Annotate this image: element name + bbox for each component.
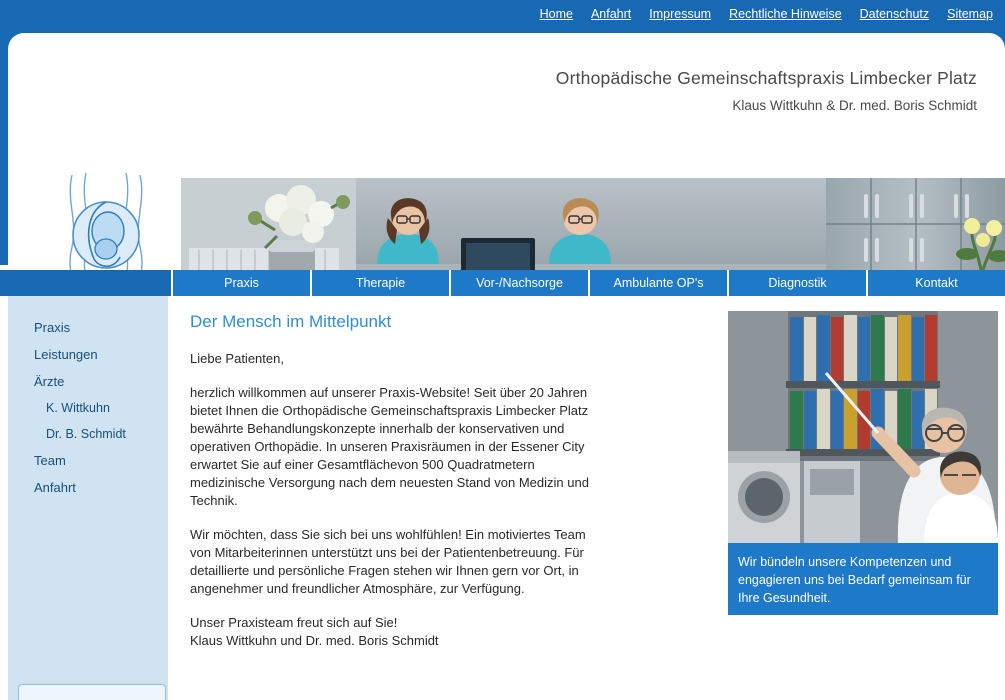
topnav-datenschutz[interactable]: Datenschutz — [859, 7, 930, 21]
main-column — [190, 312, 590, 650]
top-navigation — [540, 7, 993, 21]
nav-item-ambulante-ops[interactable]: Ambulante OP's — [590, 270, 729, 296]
nav-spacer — [0, 270, 173, 296]
topnav-home[interactable]: Home — [539, 7, 573, 21]
nav-item-therapie[interactable]: Therapie — [312, 270, 451, 296]
sidebar-item-aerzte[interactable]: Ärzte — [34, 374, 65, 389]
sidebar-item-team[interactable]: Team — [34, 453, 66, 468]
header-band — [0, 33, 1005, 265]
header-panel — [8, 33, 1005, 265]
salutation-text: Liebe Patienten, — [190, 351, 284, 366]
topnav-anfahrt[interactable]: Anfahrt — [590, 7, 632, 21]
sidebar-item-k-wittkuhn[interactable]: K. Wittkuhn — [46, 401, 110, 415]
closing-line-1: Unser Praxisteam freut sich auf Sie! — [190, 615, 398, 630]
topnav-rechtliche-hinweise[interactable]: Rechtliche Hinweise — [729, 7, 842, 21]
content-area — [0, 296, 1005, 700]
sidebar-item-praxis[interactable]: Praxis — [34, 320, 71, 335]
page-title: Orthopädische Gemeinschaftspraxis Limbecker Platz — [555, 68, 977, 88]
nav-item-kontakt[interactable]: Kontakt — [868, 270, 1005, 296]
photo-caption: Wir bündeln unsere Kompetenzen und engagieren uns bei Bedarf gemeinsam für Ihre Gesundheit. — [728, 543, 998, 615]
sidebar-item-dr-b-schmidt[interactable]: Dr. B. Schmidt — [46, 427, 126, 441]
doctors-photo — [728, 311, 998, 543]
sidebar-bottom-panel — [18, 684, 166, 700]
content-heading: Der Mensch im Mittelpunkt — [190, 312, 392, 331]
page-subtitle: Klaus Wittkuhn & Dr. med. Boris Schmidt — [732, 98, 977, 113]
main-navigation — [0, 270, 1005, 296]
welcome-paragraph: herzlich willkommen auf unserer Praxis-Website! Seit über 20 Jahren bietet Ihnen die Orthopädische Gemeinschaftspraxis Limbecker Platz bewährte Behandlungskonzepte innerhalb der konservativen und operativen Orthopädie. In unseren Praxisräumen in der Essener City erwartet Sie auf einer Gesamtflächevon 500 Quadratmetern medizinische Versorgung nach dem neuesten Stand von Medizin und Technik. — [190, 385, 589, 508]
top-bar — [0, 0, 1005, 33]
closing-line-2: Klaus Wittkuhn und Dr. med. Boris Schmidt — [190, 633, 439, 648]
nav-item-praxis[interactable]: Praxis — [173, 270, 312, 296]
sidebar-item-anfahrt[interactable]: Anfahrt — [34, 480, 76, 495]
site-title-block — [556, 68, 977, 113]
sidebar-item-leistungen[interactable]: Leistungen — [34, 347, 98, 362]
topnav-impressum[interactable]: Impressum — [649, 7, 712, 21]
team-paragraph: Wir möchten, dass Sie sich bei uns wohlfühlen! Ein motiviertes Team von Mitarbeiterinnen unterstützt uns bei der Patientenbetreuung. Für detaillierte und persönliche Fragen stehen wir Ihnen gern vor Ort, in angenehmer und freundlicher Atmosphäre, zur Verfügung. — [190, 527, 586, 596]
topnav-sitemap[interactable]: Sitemap — [947, 7, 993, 21]
sidebar — [8, 296, 168, 700]
nav-item-diagnostik[interactable]: Diagnostik — [729, 270, 868, 296]
nav-item-vor-nachsorge[interactable]: Vor-/Nachsorge — [451, 270, 590, 296]
